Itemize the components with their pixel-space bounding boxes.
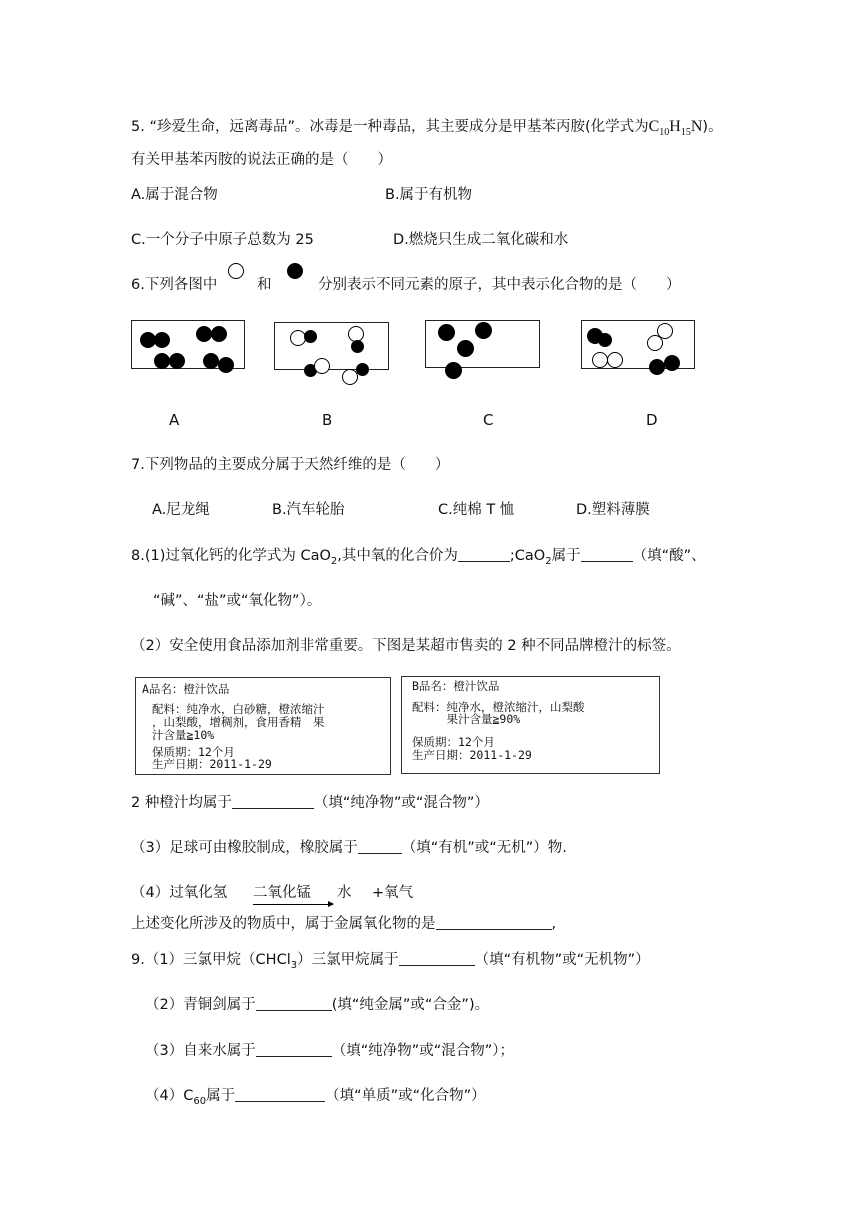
black-atom-icon: [287, 263, 303, 279]
black-atom-icon: [664, 355, 680, 371]
label-name: B品名：橙汁饮品: [412, 679, 500, 693]
q8-part1-line1: 8.(1)过氧化钙的化学式为 CaO$_2$,其中氧的化合价为 ;CaO$_2$属于 （填“酸”、: [131, 548, 706, 567]
molecule-box-c: [425, 320, 540, 368]
label-production-date: 生产日期：2011-1-29: [152, 757, 272, 771]
black-atom-icon: [304, 330, 317, 343]
white-atom-icon: [607, 352, 623, 368]
black-atom-icon: [211, 326, 227, 342]
q5-line2: 有关甲基苯丙胺的说法正确的是（ ）: [131, 152, 392, 168]
answer-blank[interactable]: [256, 995, 332, 1011]
answer-blank[interactable]: [436, 914, 552, 930]
black-atom-icon: [203, 353, 219, 369]
q7-option-d: D.塑料薄膜: [576, 502, 650, 518]
answer-blank[interactable]: [399, 950, 475, 966]
molecule-box-b: [274, 322, 389, 370]
label-ingredients: 果汁含量≧90%: [412, 712, 521, 726]
reaction-product-water: 水: [337, 885, 352, 901]
label-ingredients: 汁含量≧10%: [152, 728, 215, 742]
q6-post: 分别表示不同元素的原子，其中表示化合物的是（ ）: [318, 277, 681, 293]
reaction-arrow-icon: [253, 904, 333, 905]
option-label-d: D: [646, 411, 658, 429]
label-shelf-life: 保质期：12个月: [412, 735, 495, 749]
answer-blank[interactable]: [235, 1086, 325, 1102]
juice-label-b: [401, 676, 660, 774]
black-atom-icon: [218, 357, 234, 373]
q8-part1-line2: “碱”、“盐”或“氧化物”）。: [153, 593, 322, 609]
black-atom-icon: [475, 322, 492, 339]
q5-option-c: C.一个分子中原子总数为 25: [131, 232, 314, 248]
q8-part3: （3）足球可由橡胶制成，橡胶属于 （填“有机”或“无机”）物.: [131, 840, 567, 856]
reaction-catalyst: 二氧化锰: [253, 885, 311, 901]
q5-option-b: B.属于有机物: [385, 187, 473, 203]
q9-part4: $(4)C_{60}$属于 （填“单质”或“化合物”）: [145, 1088, 486, 1107]
formula: $C_{10}H_{15}N$: [648, 118, 703, 138]
white-atom-icon: [592, 352, 608, 368]
answer-blank[interactable]: [256, 1041, 332, 1057]
option-label-c: C: [483, 411, 494, 429]
answer-blank[interactable]: [581, 546, 633, 562]
q8-part2-question: 2 种橙汁均属于 （填“纯净物”或“混合物”）: [131, 795, 489, 811]
q8-part4-reactant: （4）过氧化氢: [131, 885, 228, 901]
black-atom-icon: [598, 333, 612, 347]
white-atom-icon: [314, 358, 330, 374]
q8-part4-question: 上述变化所涉及的物质中，属于金属氧化物的是 ,: [131, 916, 557, 932]
black-atom-icon: [169, 353, 185, 369]
juice-label-a: [135, 677, 391, 775]
q5-text: 5. “珍爱生命，远离毒品”。冰毒是一种毒品，其主要成分是甲基苯丙胺(化学式为: [131, 119, 649, 135]
label-ingredients: 配料：纯净水，橙浓缩汁，山梨酸: [412, 700, 585, 714]
black-atom-icon: [438, 324, 455, 341]
black-atom-icon: [154, 332, 170, 348]
answer-blank[interactable]: [232, 793, 314, 809]
reaction-product-oxygen: +氧气: [372, 885, 414, 901]
q7-stem: 7.下列物品的主要成分属于天然纤维的是（ ）: [131, 457, 450, 473]
q7-option-b: B.汽车轮胎: [272, 502, 345, 518]
option-label-b: B: [322, 411, 333, 429]
label-name: A品名：橙汁饮品: [142, 682, 230, 696]
q7-option-c: C.纯棉 T 恤: [438, 502, 515, 518]
q8-part2: （2）安全使用食品添加剂非常重要。下图是某超市售卖的 2 种不同品牌橙汁的标签。: [131, 638, 681, 654]
answer-blank[interactable]: [458, 546, 510, 562]
answer-blank[interactable]: [358, 838, 402, 854]
q9-part2: （2）青铜剑属于 (填“纯金属”或“合金”)。: [145, 997, 490, 1013]
label-ingredients: 配料：纯净水，白砂糖，橙浓缩汁: [152, 702, 325, 716]
q9-part3: （3）自来水属于 （填“纯净物”或“混合物”）；: [145, 1043, 515, 1059]
q7-option-a: A.尼龙绳: [152, 502, 210, 518]
q9-part1: 9.（1）三氯甲烷（CHCl$_3$）三氯甲烷属于 （填“有机物”或“无机物”）: [131, 952, 650, 971]
molecule-box-d: [581, 320, 695, 369]
white-atom-icon: [647, 335, 663, 351]
q6-pre: 6.下列各图中: [131, 277, 218, 293]
black-atom-icon: [154, 353, 170, 369]
q5-option-a: A.属于混合物: [131, 187, 218, 203]
q6-and: 和: [257, 277, 272, 293]
label-ingredients: ，山梨酸，增稠剂，食用香精 果: [152, 715, 325, 729]
q5-line1: 5. “珍爱生命，远离毒品”。冰毒是一种毒品，其主要成分是甲基苯丙胺(化学式为$C_{10}H_{15}N$)。: [131, 118, 723, 138]
black-atom-icon: [356, 363, 369, 376]
black-atom-icon: [351, 340, 364, 353]
molecule-box-a: [131, 320, 245, 369]
black-atom-icon: [196, 326, 212, 342]
label-shelf-life: 保质期：12个月: [152, 745, 235, 759]
option-label-a: A: [169, 411, 180, 429]
black-atom-icon: [445, 362, 462, 379]
white-atom-icon: [228, 263, 244, 279]
label-production-date: 生产日期：2011-1-29: [412, 748, 532, 762]
black-atom-icon: [649, 359, 665, 375]
black-atom-icon: [457, 340, 474, 357]
q5-option-d: D.燃烧只生成二氧化碳和水: [393, 232, 569, 248]
